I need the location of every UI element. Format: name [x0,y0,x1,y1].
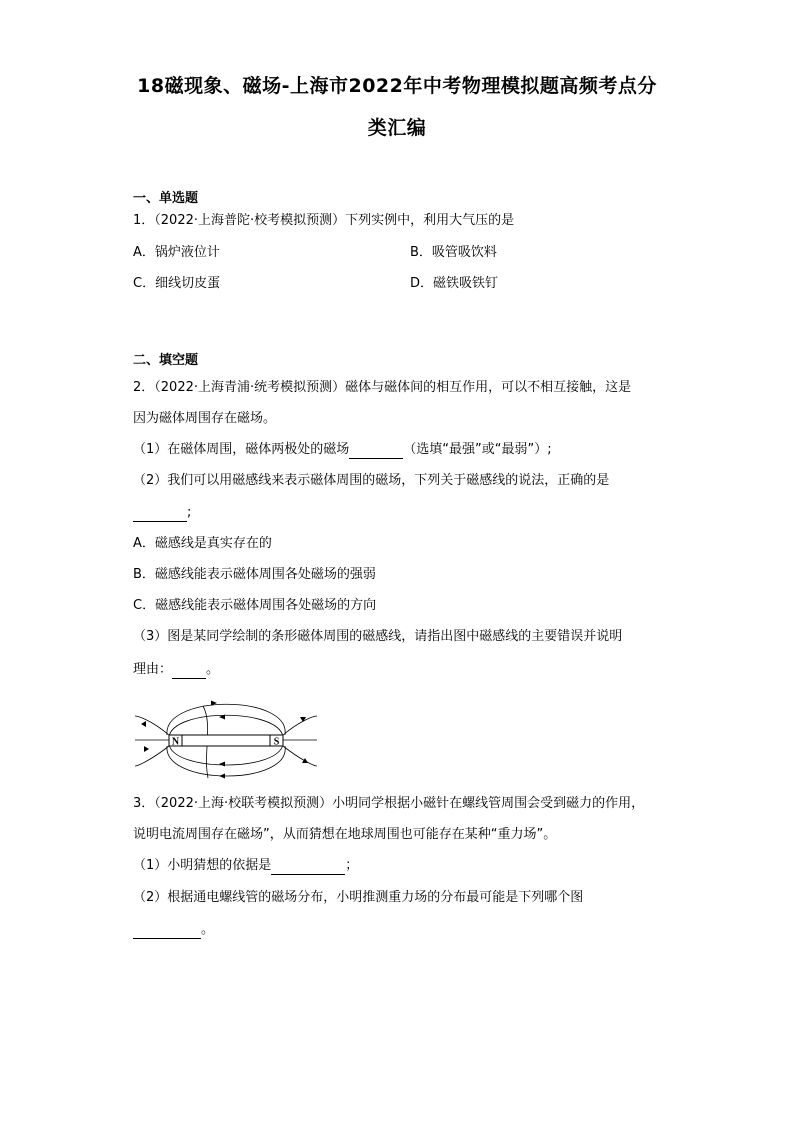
q1-stem: 1．（2022·上海普陀·校考模拟预测）下列实例中，利用大气压的是 [133,213,515,228]
q2-sub2-end: ; [187,505,192,520]
section-heading-fill-blank: 二、填空题 [133,353,199,368]
q3-sub1-answer-blank[interactable] [271,861,345,875]
bar-magnet-field-diagram [133,694,323,779]
q2-sub1-prefix: （1）在磁体周围，磁体两极处的磁场 [133,442,350,457]
field-line-top-inner [169,715,283,737]
q2-option-c: C．磁感线能表示磁体周围各处磁场的方向 [133,598,377,613]
arrow-icon [219,762,225,767]
q3-sub1-suffix: ； [345,858,359,873]
q2-sub3-line1: （3）图是某同学绘制的条形磁体周围的磁感线，请指出图中磁感线的主要错误并说明 [133,629,623,644]
section-heading-single-choice: 一、单选题 [133,191,199,206]
field-line-right-lower [283,746,317,766]
q2-option-b: B．磁感线能表示磁体周围各处磁场的强弱 [133,567,376,582]
q3-sub2-line1: （2）根据通电螺线管的磁场分布，小明推测重力场的分布最可能是下列哪个图 [133,890,584,905]
q2-sub1-answer-blank[interactable] [349,445,403,459]
magnet-pole-s: S [273,736,280,748]
q3-stem-line1: 3．（2022·上海·校联考模拟预测）小明同学根据小磁针在螺线管周围会受到磁力的作用， [133,796,645,811]
bar-magnet [169,735,283,746]
q2-sub3-answer-blank[interactable] [172,665,206,679]
q2-sub3-line2 [133,661,219,679]
arrow-icon [302,758,308,763]
q1-option-a: A．锅炉液位计 [133,245,220,260]
q2-sub3-prefix: 理由： [133,662,173,677]
magnet-pole-n: N [171,736,180,748]
q3-sub1-prefix: （1）小明猜想的依据是 [133,858,272,873]
page-title-line1: 18磁现象、磁场-上海市2022年中考物理模拟题高频考点分 [137,75,657,97]
q2-sub2-answer-blank[interactable] [133,508,187,522]
q2-stem-line2: 因为磁体周围存在磁场。 [133,411,277,426]
q3-sub2-line2 [133,921,214,939]
q2-stem-line1: 2．（2022·上海青浦·统考模拟预测）磁体与磁体间的相互作用，可以不相互接触，这是 [133,380,632,395]
q3-sub2-end: 。 [201,922,215,937]
field-line-left-lower [135,746,169,766]
page-title-line2: 类汇编 [367,117,427,139]
arrow-icon [300,717,306,722]
q2-option-a: A．磁感线是真实存在的 [133,536,272,551]
field-line-top-outer [167,704,285,735]
arrow-icon [144,746,149,752]
arrow-icon [219,774,225,779]
q1-option-b: B．吸管吸饮料 [410,245,497,260]
field-line-bottom-inner [169,744,283,765]
q2-sub1-suffix: （选填“最强”或“最弱”）; [403,442,552,457]
q2-sub2-line2 [133,504,191,522]
field-line-right-upper [283,716,317,735]
q2-sub3-suffix: 。 [206,662,220,677]
q3-sub2-answer-blank[interactable] [133,925,201,939]
q2-sub2-line1: （2）我们可以用磁感线来表示磁体周围的磁场，下列关于磁感线的说法，正确的是 [133,473,610,488]
q3-sub1 [133,857,358,875]
field-line-bottom-outer [167,746,285,776]
field-line-left-upper [135,716,169,735]
q3-stem-line2: 说明电流周围存在磁场”，从而猜想在地球周围也可能存在某种“重力场”。 [133,827,557,842]
arrow-icon [141,721,146,727]
q1-option-d: D．磁铁吸铁钉 [410,276,499,291]
q2-sub1 [133,441,552,459]
q1-option-c: C．细线切皮蛋 [133,276,221,291]
